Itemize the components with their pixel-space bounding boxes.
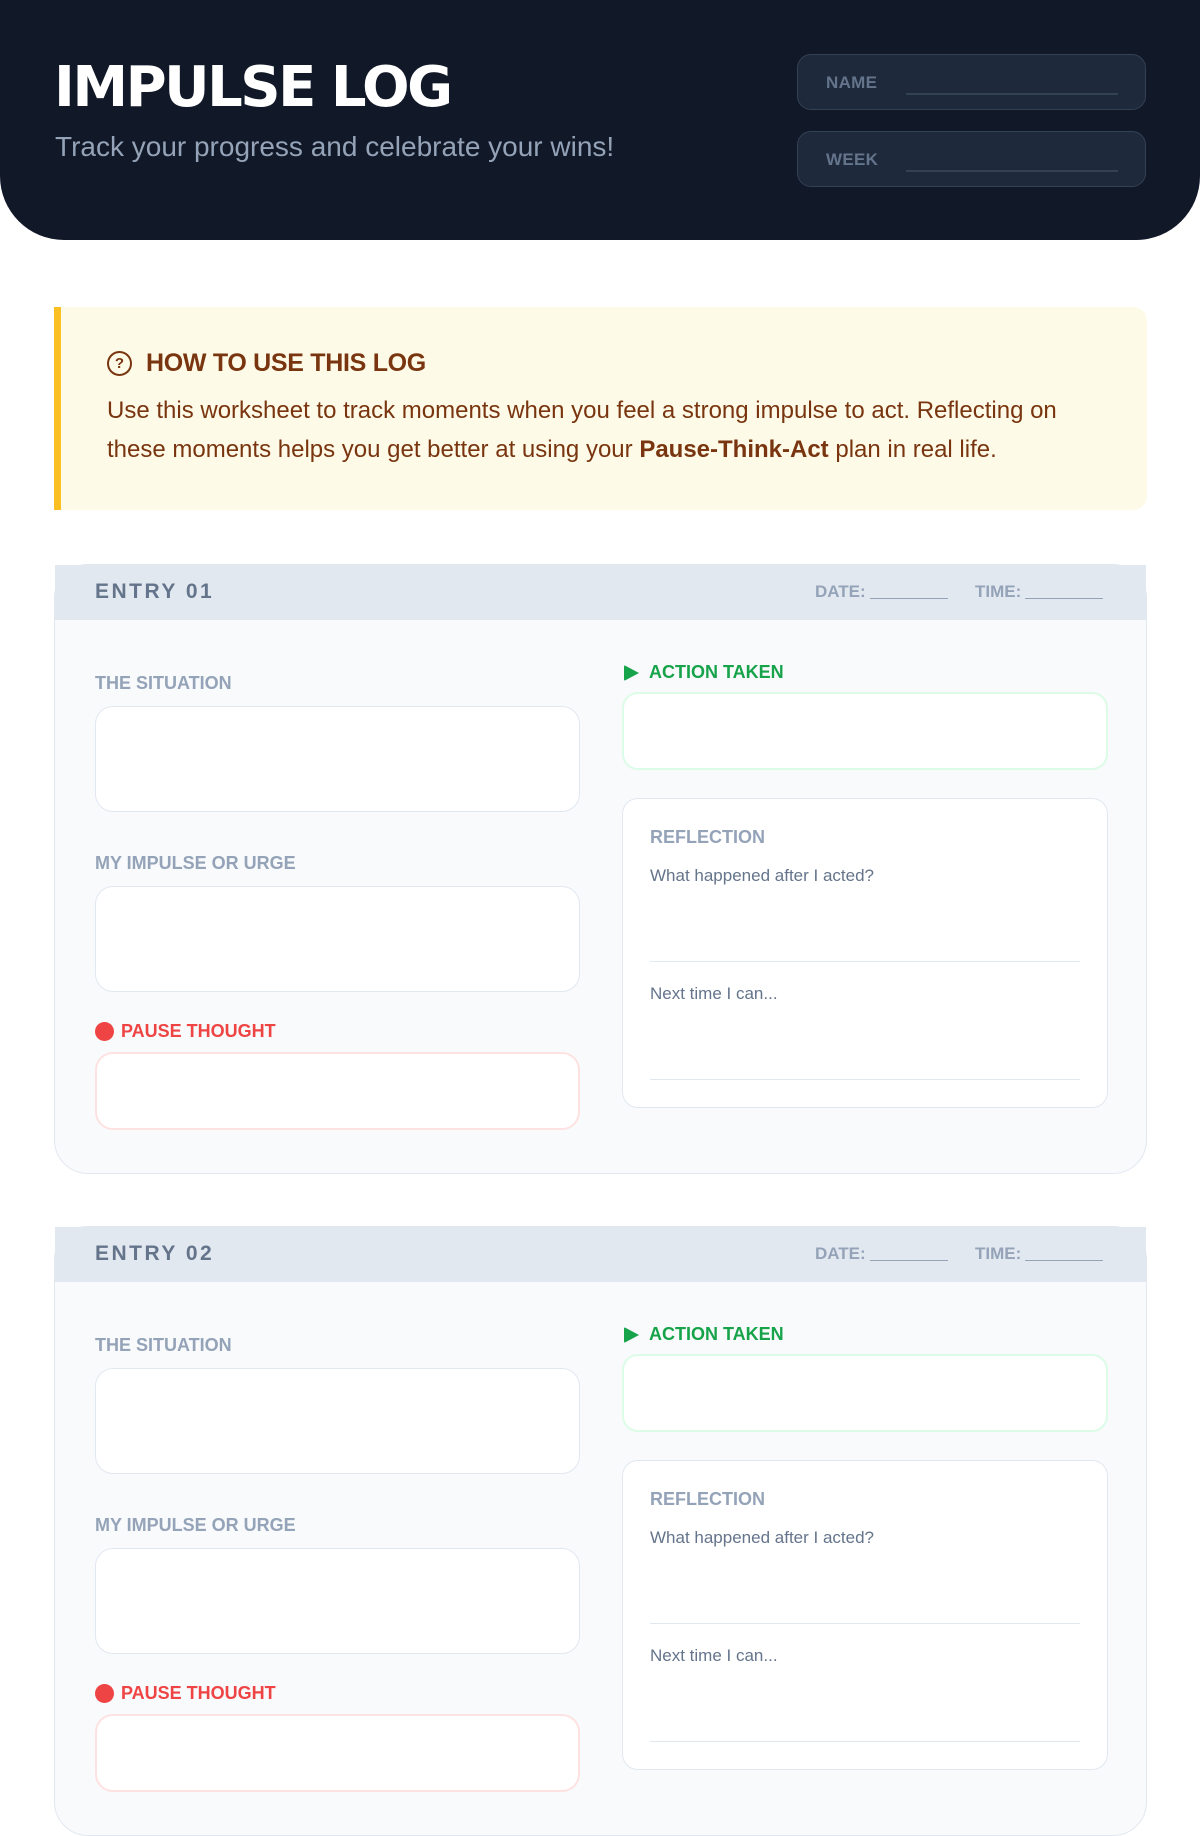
play-icon (624, 1327, 639, 1343)
entry-title: ENTRY 01 (95, 580, 215, 603)
time-label: TIME: (975, 582, 1022, 601)
reflection-box (622, 798, 1108, 1108)
pause-thought-box[interactable] (95, 1052, 580, 1130)
situation-box[interactable] (95, 706, 580, 812)
week-input-line[interactable] (906, 170, 1118, 172)
time-line[interactable] (1025, 1260, 1103, 1261)
week-field[interactable] (797, 131, 1146, 187)
reflection-answer-line-2[interactable] (650, 1741, 1080, 1742)
week-label: WEEK (826, 150, 879, 169)
time-label: TIME: (975, 1244, 1022, 1263)
reflection-answer-line-1[interactable] (650, 961, 1080, 962)
reflection-question-1: What happened after I acted? (650, 1528, 874, 1547)
name-field[interactable] (797, 54, 1146, 110)
action-taken-label (624, 1324, 784, 1345)
action-taken-text: ACTION TAKEN (649, 1324, 784, 1344)
reflection-question-2: Next time I can... (650, 984, 778, 1003)
date-label: DATE: (815, 1244, 866, 1263)
pause-thought-box[interactable] (95, 1714, 580, 1792)
impulse-box[interactable] (95, 886, 580, 992)
date-field[interactable] (815, 1244, 948, 1264)
name-label: NAME (826, 73, 878, 92)
how-to-callout (54, 307, 1147, 510)
red-dot-icon (95, 1022, 114, 1041)
impulse-box[interactable] (95, 1548, 580, 1654)
entry-header (55, 565, 1146, 620)
time-field[interactable] (975, 582, 1103, 602)
action-taken-box[interactable] (622, 692, 1108, 770)
page-subtitle: Track your progress and celebrate your wins! (55, 131, 615, 162)
situation-label: THE SITUATION (95, 673, 232, 693)
action-taken-label (624, 662, 784, 683)
red-dot-icon (95, 1684, 114, 1703)
action-taken-text: ACTION TAKEN (649, 662, 784, 682)
reflection-answer-line-1[interactable] (650, 1623, 1080, 1624)
how-to-emphasis: Pause-Think-Act (639, 436, 829, 463)
how-to-title: HOW TO USE THIS LOG (146, 349, 426, 377)
reflection-box (622, 1460, 1108, 1770)
reflection-question-1: What happened after I acted? (650, 866, 874, 885)
how-to-text-end: plan in real life. (828, 436, 997, 463)
pause-thought-text: PAUSE THOUGHT (121, 1683, 276, 1703)
pause-thought-text: PAUSE THOUGHT (121, 1021, 276, 1041)
reflection-question-2: Next time I can... (650, 1646, 778, 1665)
how-to-header (107, 349, 426, 378)
date-field[interactable] (815, 582, 948, 602)
entry-card (54, 1226, 1147, 1836)
pause-thought-label (95, 1021, 276, 1042)
reflection-answer-line-2[interactable] (650, 1079, 1080, 1080)
situation-box[interactable] (95, 1368, 580, 1474)
reflection-title: REFLECTION (650, 827, 765, 847)
page-header (0, 0, 1200, 240)
time-line[interactable] (1025, 598, 1103, 599)
date-line[interactable] (870, 598, 948, 599)
entry-title: ENTRY 02 (95, 1242, 215, 1265)
play-icon (624, 665, 639, 681)
name-input-line[interactable] (906, 93, 1118, 95)
date-label: DATE: (815, 582, 866, 601)
situation-label: THE SITUATION (95, 1335, 232, 1355)
reflection-title: REFLECTION (650, 1489, 765, 1509)
time-field[interactable] (975, 1244, 1103, 1264)
how-to-text: Use this worksheet to track moments when you feel a strong impulse to act. Reflecting on these moments helps you get better at using your (107, 397, 1057, 463)
date-line[interactable] (870, 1260, 948, 1261)
pause-thought-label (95, 1683, 276, 1704)
action-taken-box[interactable] (622, 1354, 1108, 1432)
entry-header (55, 1227, 1146, 1282)
how-to-body (107, 391, 1107, 469)
question-circle-icon: ? (107, 351, 132, 376)
entry-card (54, 564, 1147, 1174)
impulse-label: MY IMPULSE OR URGE (95, 1515, 296, 1535)
impulse-label: MY IMPULSE OR URGE (95, 853, 296, 873)
page-title: IMPULSE LOG (54, 55, 451, 120)
